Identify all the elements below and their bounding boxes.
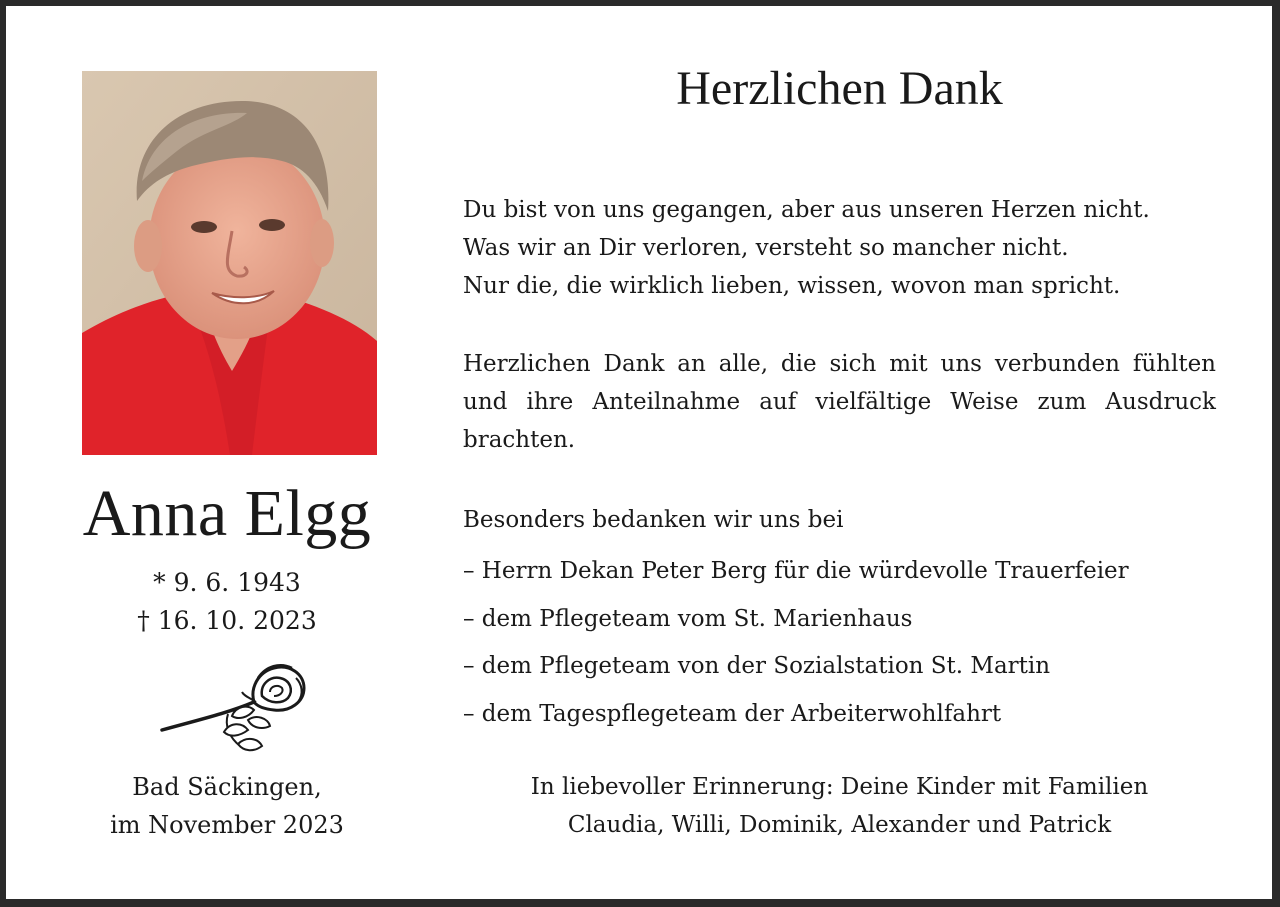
life-dates [46, 564, 408, 640]
poem [463, 191, 1216, 305]
obituary-card [6, 6, 1272, 899]
poem-line: Was wir an Dir verloren, versteht so mancher nicht. [463, 235, 1069, 261]
rose-icon [158, 658, 308, 758]
month-line: im November 2023 [110, 811, 344, 839]
death-date: † 16. 10. 2023 [137, 606, 317, 635]
portrait-illustration [82, 71, 377, 455]
list-item: – dem Tagespflegeteam der Arbeiterwohlfahrt [463, 700, 1002, 727]
thanks-paragraph: Herzlichen Dank an alle, die sich mit uns verbunden fühlten und ihre Anteilnahme auf vielfältige Weise zum Ausdruck brachten. [463, 351, 1216, 453]
birth-date: * 9. 6. 1943 [153, 568, 301, 597]
list-item: – dem Pflegeteam vom St. Marienhaus [463, 605, 913, 632]
list-item: – Herrn Dekan Peter Berg für die würdevolle Trauerfeier [463, 558, 1129, 584]
closing-line: In liebevoller Erinnerung: Deine Kinder mit Familien [530, 774, 1149, 800]
portrait-photo [82, 71, 377, 455]
list-item: – dem Pflegeteam von der Sozialstation St. Martin [463, 653, 1051, 679]
special-thanks [463, 501, 1216, 738]
closing-signature [462, 768, 1217, 844]
page-title: Herzlichen Dank [676, 62, 1003, 115]
place-and-date [46, 768, 408, 844]
family-names: Claudia, Willi, Dominik, Alexander und Patrick [567, 812, 1112, 838]
special-thanks-intro: Besonders bedanken wir uns bei [463, 507, 844, 533]
poem-line: Du bist von uns gegangen, aber aus unseren Herzen nicht. [463, 197, 1150, 223]
place-line: Bad Säckingen, [132, 773, 322, 801]
deceased-name: Anna Elgg [82, 477, 372, 550]
poem-line: Nur die, die wirklich lieben, wissen, wovon man spricht. [463, 273, 1121, 299]
